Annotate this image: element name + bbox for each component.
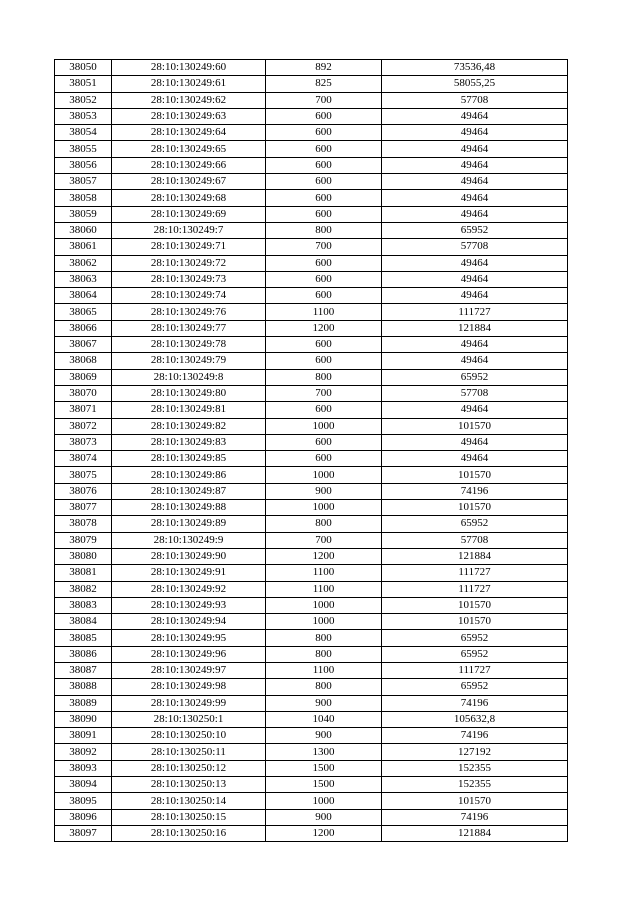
table-row (55, 76, 568, 92)
cadastral-number-cell: 28:10:130249:88 (112, 500, 266, 516)
cadastral-number-cell: 28:10:130249:7 (112, 222, 266, 238)
area-cell: 1100 (266, 565, 382, 581)
table-row (55, 451, 568, 467)
row-number-cell: 38068 (55, 353, 112, 369)
row-number-cell: 38055 (55, 141, 112, 157)
row-number-cell: 38067 (55, 337, 112, 353)
value-cell: 74196 (382, 809, 568, 825)
cadastral-number-cell: 28:10:130249:77 (112, 320, 266, 336)
table-row (55, 728, 568, 744)
value-cell: 111727 (382, 565, 568, 581)
row-number-cell: 38073 (55, 434, 112, 450)
cadastral-number-cell: 28:10:130249:67 (112, 174, 266, 190)
table-row (55, 630, 568, 646)
table-row (55, 597, 568, 613)
row-number-cell: 38095 (55, 793, 112, 809)
row-number-cell: 38051 (55, 76, 112, 92)
row-number-cell: 38065 (55, 304, 112, 320)
table-row (55, 695, 568, 711)
cadastral-number-cell: 28:10:130249:60 (112, 60, 266, 76)
area-cell: 600 (266, 288, 382, 304)
value-cell: 73536,48 (382, 60, 568, 76)
cadastral-number-cell: 28:10:130249:62 (112, 92, 266, 108)
area-cell: 600 (266, 255, 382, 271)
cadastral-number-cell: 28:10:130249:8 (112, 369, 266, 385)
area-cell: 1200 (266, 320, 382, 336)
table-row (55, 402, 568, 418)
row-number-cell: 38052 (55, 92, 112, 108)
cadastral-number-cell: 28:10:130250:13 (112, 777, 266, 793)
table-row (55, 92, 568, 108)
table-row (55, 500, 568, 516)
table-row (55, 353, 568, 369)
area-cell: 1100 (266, 662, 382, 678)
area-cell: 900 (266, 483, 382, 499)
area-cell: 1200 (266, 548, 382, 564)
value-cell: 58055,25 (382, 76, 568, 92)
area-cell: 600 (266, 157, 382, 173)
cadastral-number-cell: 28:10:130249:91 (112, 565, 266, 581)
row-number-cell: 38057 (55, 174, 112, 190)
area-cell: 600 (266, 402, 382, 418)
row-number-cell: 38066 (55, 320, 112, 336)
cadastral-number-cell: 28:10:130250:16 (112, 825, 266, 841)
cadastral-number-cell: 28:10:130250:1 (112, 711, 266, 727)
row-number-cell: 38059 (55, 206, 112, 222)
value-cell: 49464 (382, 337, 568, 353)
table-row (55, 125, 568, 141)
table-row (55, 385, 568, 401)
value-cell: 65952 (382, 679, 568, 695)
value-cell: 57708 (382, 92, 568, 108)
table-row (55, 271, 568, 287)
value-cell: 65952 (382, 222, 568, 238)
cadastral-number-cell: 28:10:130249:63 (112, 108, 266, 124)
row-number-cell: 38083 (55, 597, 112, 613)
table-row (55, 483, 568, 499)
area-cell: 700 (266, 92, 382, 108)
area-cell: 1000 (266, 597, 382, 613)
cadastral-number-cell: 28:10:130250:15 (112, 809, 266, 825)
row-number-cell: 38070 (55, 385, 112, 401)
cadastral-number-cell: 28:10:130249:87 (112, 483, 266, 499)
area-cell: 1000 (266, 500, 382, 516)
value-cell: 65952 (382, 630, 568, 646)
value-cell: 101570 (382, 500, 568, 516)
area-cell: 1000 (266, 793, 382, 809)
table-row (55, 760, 568, 776)
area-cell: 900 (266, 728, 382, 744)
row-number-cell: 38060 (55, 222, 112, 238)
value-cell: 49464 (382, 353, 568, 369)
area-cell: 800 (266, 679, 382, 695)
row-number-cell: 38062 (55, 255, 112, 271)
cadastral-number-cell: 28:10:130249:94 (112, 614, 266, 630)
area-cell: 600 (266, 174, 382, 190)
cadastral-number-cell: 28:10:130249:68 (112, 190, 266, 206)
cadastral-number-cell: 28:10:130250:12 (112, 760, 266, 776)
table-row (55, 255, 568, 271)
row-number-cell: 38061 (55, 239, 112, 255)
table-row (55, 141, 568, 157)
value-cell: 49464 (382, 451, 568, 467)
table-row (55, 809, 568, 825)
area-cell: 800 (266, 369, 382, 385)
area-cell: 800 (266, 646, 382, 662)
value-cell: 101570 (382, 614, 568, 630)
cadastral-number-cell: 28:10:130249:98 (112, 679, 266, 695)
cadastral-number-cell: 28:10:130249:89 (112, 516, 266, 532)
value-cell: 57708 (382, 239, 568, 255)
value-cell: 49464 (382, 190, 568, 206)
value-cell: 49464 (382, 434, 568, 450)
table-row (55, 532, 568, 548)
row-number-cell: 38085 (55, 630, 112, 646)
table-row (55, 662, 568, 678)
row-number-cell: 38087 (55, 662, 112, 678)
value-cell: 152355 (382, 777, 568, 793)
row-number-cell: 38076 (55, 483, 112, 499)
value-cell: 57708 (382, 385, 568, 401)
area-cell: 1300 (266, 744, 382, 760)
table-row (55, 222, 568, 238)
table-row (55, 679, 568, 695)
cadastral-number-cell: 28:10:130249:81 (112, 402, 266, 418)
row-number-cell: 38082 (55, 581, 112, 597)
value-cell: 49464 (382, 206, 568, 222)
area-cell: 700 (266, 532, 382, 548)
table-row (55, 434, 568, 450)
row-number-cell: 38056 (55, 157, 112, 173)
cadastral-number-cell: 28:10:130249:99 (112, 695, 266, 711)
value-cell: 49464 (382, 141, 568, 157)
value-cell: 49464 (382, 108, 568, 124)
table-row (55, 369, 568, 385)
row-number-cell: 38053 (55, 108, 112, 124)
value-cell: 101570 (382, 597, 568, 613)
cadastral-number-cell: 28:10:130249:79 (112, 353, 266, 369)
row-number-cell: 38078 (55, 516, 112, 532)
table-body (55, 60, 568, 842)
row-number-cell: 38077 (55, 500, 112, 516)
value-cell: 152355 (382, 760, 568, 776)
cadastral-number-cell: 28:10:130249:64 (112, 125, 266, 141)
cadastral-number-cell: 28:10:130249:71 (112, 239, 266, 255)
row-number-cell: 38093 (55, 760, 112, 776)
value-cell: 121884 (382, 825, 568, 841)
cadastral-number-cell: 28:10:130250:14 (112, 793, 266, 809)
area-cell: 825 (266, 76, 382, 92)
cadastral-number-cell: 28:10:130249:72 (112, 255, 266, 271)
table-row (55, 516, 568, 532)
area-cell: 600 (266, 108, 382, 124)
cadastral-number-cell: 28:10:130249:92 (112, 581, 266, 597)
area-cell: 892 (266, 60, 382, 76)
table-row (55, 288, 568, 304)
cadastral-number-cell: 28:10:130249:83 (112, 434, 266, 450)
row-number-cell: 38069 (55, 369, 112, 385)
area-cell: 600 (266, 451, 382, 467)
cadastral-number-cell: 28:10:130250:11 (112, 744, 266, 760)
value-cell: 111727 (382, 581, 568, 597)
row-number-cell: 38071 (55, 402, 112, 418)
row-number-cell: 38072 (55, 418, 112, 434)
area-cell: 1000 (266, 614, 382, 630)
row-number-cell: 38096 (55, 809, 112, 825)
cadastral-number-cell: 28:10:130249:9 (112, 532, 266, 548)
cadastral-number-cell: 28:10:130249:73 (112, 271, 266, 287)
row-number-cell: 38097 (55, 825, 112, 841)
area-cell: 1040 (266, 711, 382, 727)
area-cell: 600 (266, 190, 382, 206)
row-number-cell: 38054 (55, 125, 112, 141)
row-number-cell: 38075 (55, 467, 112, 483)
area-cell: 600 (266, 141, 382, 157)
value-cell: 49464 (382, 402, 568, 418)
table-row (55, 744, 568, 760)
table-row (55, 337, 568, 353)
table-row (55, 777, 568, 793)
value-cell: 111727 (382, 662, 568, 678)
cadastral-number-cell: 28:10:130249:90 (112, 548, 266, 564)
row-number-cell: 38064 (55, 288, 112, 304)
cadastral-number-cell: 28:10:130249:96 (112, 646, 266, 662)
area-cell: 600 (266, 353, 382, 369)
row-number-cell: 38079 (55, 532, 112, 548)
value-cell: 111727 (382, 304, 568, 320)
area-cell: 700 (266, 239, 382, 255)
value-cell: 49464 (382, 288, 568, 304)
row-number-cell: 38092 (55, 744, 112, 760)
value-cell: 49464 (382, 271, 568, 287)
value-cell: 65952 (382, 646, 568, 662)
row-number-cell: 38058 (55, 190, 112, 206)
cadastral-number-cell: 28:10:130249:78 (112, 337, 266, 353)
area-cell: 900 (266, 809, 382, 825)
row-number-cell: 38063 (55, 271, 112, 287)
cadastral-number-cell: 28:10:130249:65 (112, 141, 266, 157)
row-number-cell: 38074 (55, 451, 112, 467)
cadastral-number-cell: 28:10:130249:66 (112, 157, 266, 173)
row-number-cell: 38091 (55, 728, 112, 744)
value-cell: 127192 (382, 744, 568, 760)
table-row (55, 108, 568, 124)
area-cell: 600 (266, 271, 382, 287)
cadastral-number-cell: 28:10:130250:10 (112, 728, 266, 744)
area-cell: 800 (266, 222, 382, 238)
row-number-cell: 38094 (55, 777, 112, 793)
value-cell: 65952 (382, 369, 568, 385)
table-row (55, 206, 568, 222)
row-number-cell: 38089 (55, 695, 112, 711)
value-cell: 49464 (382, 255, 568, 271)
table-row (55, 174, 568, 190)
area-cell: 1500 (266, 777, 382, 793)
table-row (55, 581, 568, 597)
area-cell: 1100 (266, 581, 382, 597)
value-cell: 65952 (382, 516, 568, 532)
value-cell: 49464 (382, 125, 568, 141)
area-cell: 600 (266, 125, 382, 141)
table-row (55, 157, 568, 173)
row-number-cell: 38050 (55, 60, 112, 76)
table-row (55, 60, 568, 76)
area-cell: 1200 (266, 825, 382, 841)
value-cell: 105632,8 (382, 711, 568, 727)
table-row (55, 418, 568, 434)
table-row (55, 239, 568, 255)
cadastral-number-cell: 28:10:130249:85 (112, 451, 266, 467)
value-cell: 74196 (382, 728, 568, 744)
value-cell: 121884 (382, 548, 568, 564)
data-table (54, 59, 568, 842)
row-number-cell: 38081 (55, 565, 112, 581)
row-number-cell: 38080 (55, 548, 112, 564)
cadastral-number-cell: 28:10:130249:93 (112, 597, 266, 613)
area-cell: 1500 (266, 760, 382, 776)
area-cell: 800 (266, 516, 382, 532)
value-cell: 121884 (382, 320, 568, 336)
area-cell: 1100 (266, 304, 382, 320)
area-cell: 1000 (266, 467, 382, 483)
cadastral-number-cell: 28:10:130249:69 (112, 206, 266, 222)
table-row (55, 793, 568, 809)
area-cell: 600 (266, 337, 382, 353)
cadastral-number-cell: 28:10:130249:86 (112, 467, 266, 483)
value-cell: 49464 (382, 174, 568, 190)
value-cell: 74196 (382, 483, 568, 499)
value-cell: 49464 (382, 157, 568, 173)
cadastral-number-cell: 28:10:130249:82 (112, 418, 266, 434)
row-number-cell: 38086 (55, 646, 112, 662)
value-cell: 101570 (382, 793, 568, 809)
area-cell: 800 (266, 630, 382, 646)
table-row (55, 304, 568, 320)
cadastral-number-cell: 28:10:130249:61 (112, 76, 266, 92)
value-cell: 57708 (382, 532, 568, 548)
area-cell: 600 (266, 434, 382, 450)
cadastral-number-cell: 28:10:130249:95 (112, 630, 266, 646)
cadastral-number-cell: 28:10:130249:76 (112, 304, 266, 320)
row-number-cell: 38090 (55, 711, 112, 727)
table-row (55, 646, 568, 662)
row-number-cell: 38088 (55, 679, 112, 695)
area-cell: 900 (266, 695, 382, 711)
value-cell: 101570 (382, 467, 568, 483)
row-number-cell: 38084 (55, 614, 112, 630)
table-row (55, 320, 568, 336)
table-row (55, 825, 568, 841)
cadastral-number-cell: 28:10:130249:97 (112, 662, 266, 678)
table-row (55, 190, 568, 206)
area-cell: 700 (266, 385, 382, 401)
table-row (55, 711, 568, 727)
cadastral-number-cell: 28:10:130249:74 (112, 288, 266, 304)
table-row (55, 548, 568, 564)
table-row (55, 614, 568, 630)
area-cell: 1000 (266, 418, 382, 434)
cadastral-number-cell: 28:10:130249:80 (112, 385, 266, 401)
value-cell: 101570 (382, 418, 568, 434)
area-cell: 600 (266, 206, 382, 222)
value-cell: 74196 (382, 695, 568, 711)
table-row (55, 467, 568, 483)
table-row (55, 565, 568, 581)
